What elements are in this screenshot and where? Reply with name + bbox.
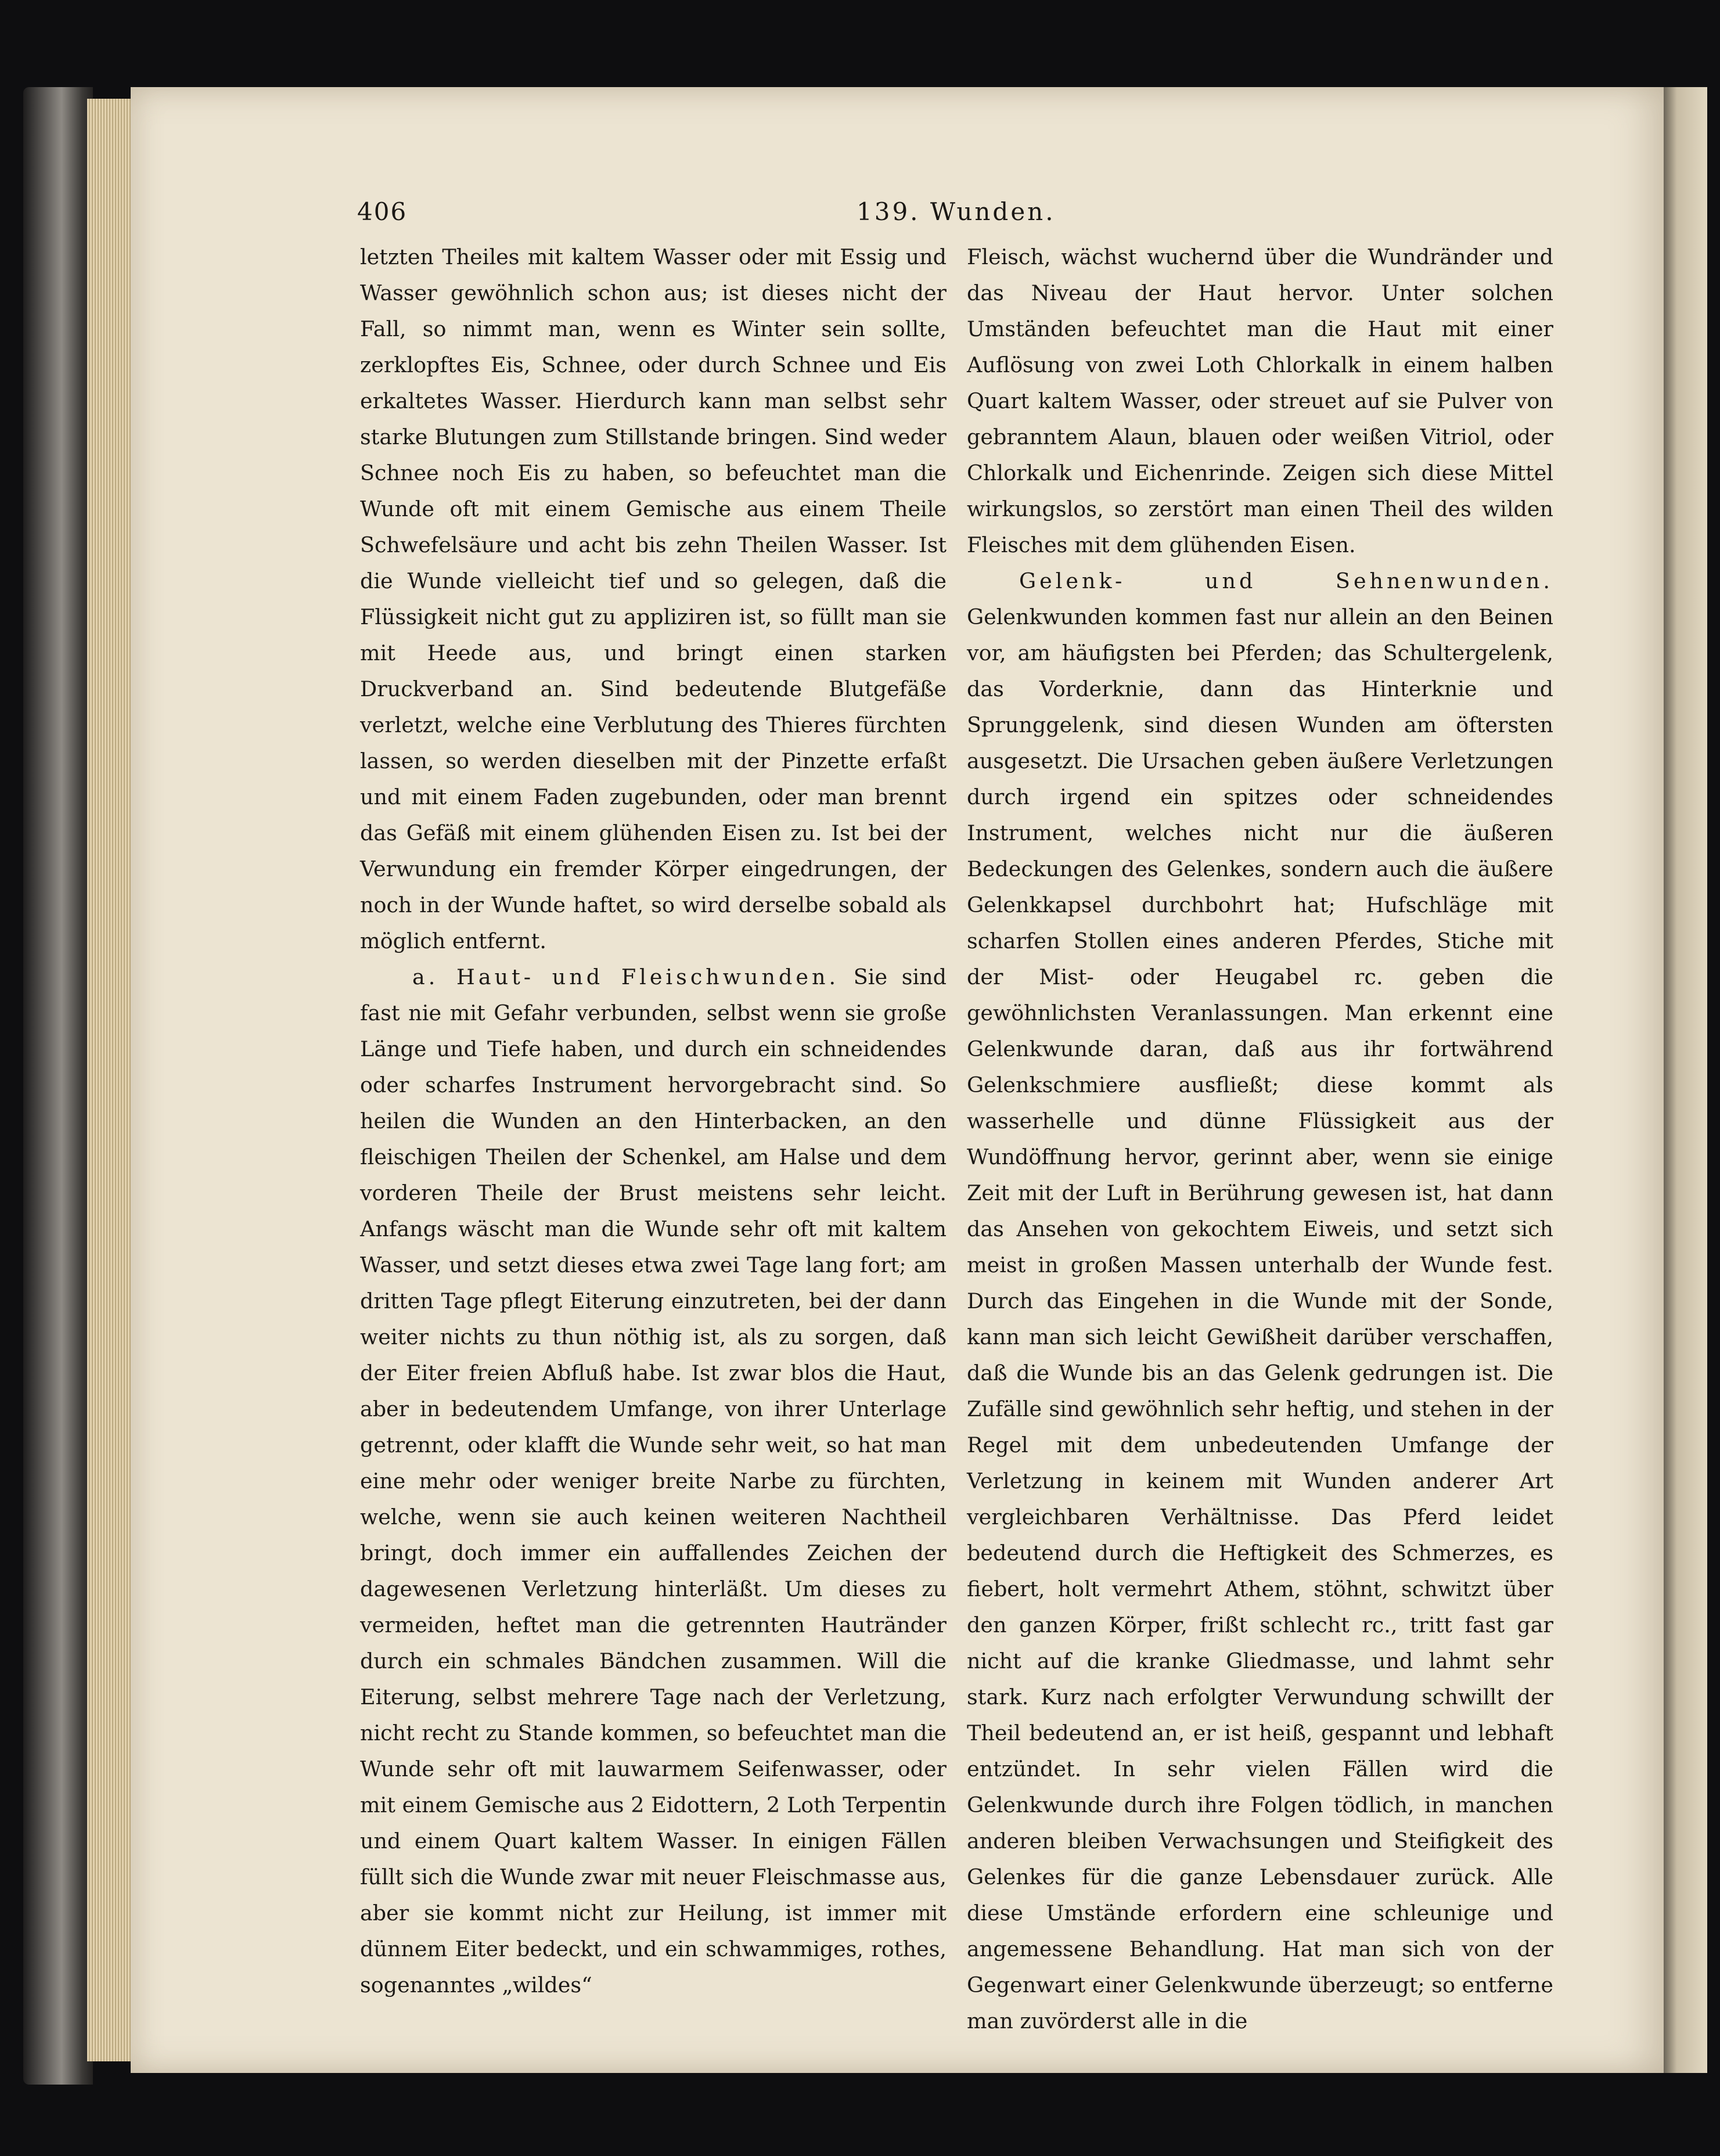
- left-paragraph-2: [360, 959, 947, 2003]
- left-paragraph-2-body: Sie sind fast nie mit Gefahr verbunden, selbst wenn sie große Länge und Tiefe haben, und durch ein schneidendes oder scharfes Instrument hervorgebracht sind. So heilen die Wunden an den Hinterbacken, an den fleischigen Theilen der Schenkel, am Halse und dem vorderen Theile der Brust meistens sehr leicht. Anfangs wäscht man die Wunde sehr oft mit kaltem Wasser, und setzt dieses etwa zwei Tage lang fort; am dritten Tage pflegt Eiterung einzutreten, bei der dann weiter nichts zu thun nöthig ist, als zu sorgen, daß der Eiter freien Abfluß habe. Ist zwar blos die Haut, aber in bedeutendem Umfange, von ihrer Unterlage getrennt, oder klafft die Wunde sehr weit, so hat man eine mehr oder weniger breite Narbe zu fürchten, welche, wenn sie auch keinen weiteren Nachtheil bringt, doch immer ein auffallendes Zeichen der dagewesenen Verletzung hinterläßt. Um dieses zu vermeiden, heftet man die getrennten Hautränder durch ein schmales Bändchen zusammen. Will die Eiterung, selbst mehrere Tage nach der Verletzung, nicht recht zu Stande kommen, so befeuchtet man die Wunde sehr oft mit lauwarmem Seifenwasser, oder mit einem Gemische aus 2 Eidottern, 2 Loth Terpentin und einem Quart kaltem Wasser. In einigen Fällen füllt sich die Wunde zwar mit neuer Fleischmasse aus, aber sie kommt nicht zur Heilung, ist immer mit dünnem Eiter bedeckt, und ein schwammiges, rothes, sogenanntes „wildes“: [360, 964, 947, 1997]
- left-paragraph-1: letzten Theiles mit kaltem Wasser oder mit Essig und Wasser gewöhnlich schon aus; ist dieses nicht der Fall, so nimmt man, wenn es Winter sein sollte, zerklopftes Eis, Schnee, oder durch Schnee und Eis erkaltetes Wasser. Hierdurch kann man selbst sehr starke Blutungen zum Stillstande bringen. Sind weder Schnee noch Eis zu haben, so befeuchtet man die Wunde oft mit einem Gemische aus einem Theile Schwefelsäure und acht bis zehn Theilen Wasser. Ist die Wunde vielleicht tief und so gelegen, daß die Flüssigkeit nicht gut zu appliziren ist, so füllt man sie mit Heede aus, und bringt einen starken Druckverband an. Sind bedeutende Blutgefäße verletzt, welche eine Verblutung des Thieres fürchten lassen, so werden dieselben mit der Pinzette erfaßt und mit einem Faden zugebunden, oder man brennt das Gefäß mit einem glühenden Eisen zu. Ist bei der Verwundung ein fremder Körper eingedrungen, der noch in der Wunde haftet, so wird derselbe sobald als möglich entfernt.: [360, 244, 947, 953]
- right-text-column: [967, 239, 1553, 2039]
- book-page: [131, 87, 1664, 2073]
- facing-page-edge: [1664, 87, 1707, 2073]
- right-paragraph-1: Fleisch, wächst wuchernd über die Wundränder und das Niveau der Haut hervor. Unter solchen Umständen befeuchtet man die Haut mit einer Auflösung von zwei Loth Chlorkalk in einem halben Quart kaltem Wasser, oder streuet auf sie Pulver von gebranntem Alaun, blauen oder weißen Vitriol, oder Chlorkalk und Eichenrinde. Zeigen sich diese Mittel wirkungslos, so zerstört man einen Theil des wilden Fleisches mit dem glühenden Eisen.: [967, 244, 1553, 557]
- section-heading-gelenk-sehnenwunden: Gelenk- und Sehnenwunden.: [1019, 568, 1553, 593]
- running-head: 139. Wunden.: [857, 197, 1056, 226]
- page-number: 406: [357, 197, 408, 226]
- section-heading-haut-fleischwunden: a. Haut- und Fleischwunden.: [412, 964, 840, 989]
- right-paragraph-2-body: Gelenkwunden kommen fast nur allein an den Beinen vor, am häufigsten bei Pferden; das Schultergelenk, das Vorderknie, dann das Hinterknie und Sprunggelenk, sind diesen Wunden am öftersten ausgesetzt. Die Ursachen geben äußere Verletzungen durch irgend ein spitzes oder schneidendes Instrument, welches nicht nur die äußeren Bedeckungen des Gelenkes, sondern auch die äußere Gelenkkapsel durchbohrt hat; Hufschläge mit scharfen Stollen eines anderen Pferdes, Stiche mit der Mist- oder Heugabel rc. geben die gewöhnlichsten Veranlassungen. Man erkennt eine Gelenkwunde daran, daß aus ihr fortwährend Gelenkschmiere ausfließt; diese kommt als wasserhelle und dünne Flüssigkeit aus der Wundöffnung hervor, gerinnt aber, wenn sie einige Zeit mit der Luft in Berührung gewesen ist, hat dann das Ansehen von gekochtem Eiweis, und setzt sich meist in großen Massen unterhalb der Wunde fest. Durch das Eingehen in die Wunde mit der Sonde, kann man sich leicht Gewißheit darüber verschaffen, daß die Wunde bis an das Gelenk gedrungen ist. Die Zufälle sind gewöhnlich sehr heftig, und stehen in der Regel mit dem unbedeutenden Umfange der Verletzung in keinem mit Wunden anderer Art vergleichbaren Verhältnisse. Das Pferd leidet bedeutend durch die Heftigkeit des Schmerzes, es fiebert, holt vermehrt Athem, stöhnt, schwitzt über den ganzen Körper, frißt schlecht rc., tritt fast gar nicht auf die kranke Gliedmasse, und lahmt sehr stark. Kurz nach erfolgter Verwundung schwillt der Theil bedeutend an, er ist heiß, gespannt und lebhaft entzündet. In sehr vielen Fällen wird die Gelenkwunde durch ihre Folgen tödlich, in manchen anderen bleiben Verwachsungen und Steifigkeit des Gelenkes für die ganze Lebensdauer zurück. Alle diese Umstände erfordern eine schleunige und angemessene Behandlung. Hat man sich von der Gegenwart einer Gelenkwunde überzeugt; so entferne man zuvörderst alle in die: [967, 604, 1553, 2033]
- right-paragraph-2: [967, 563, 1553, 2039]
- left-text-column: [360, 239, 947, 2003]
- book-cover-edge: [23, 87, 93, 2085]
- page-header: [131, 197, 1664, 244]
- page-edges: [87, 99, 134, 2061]
